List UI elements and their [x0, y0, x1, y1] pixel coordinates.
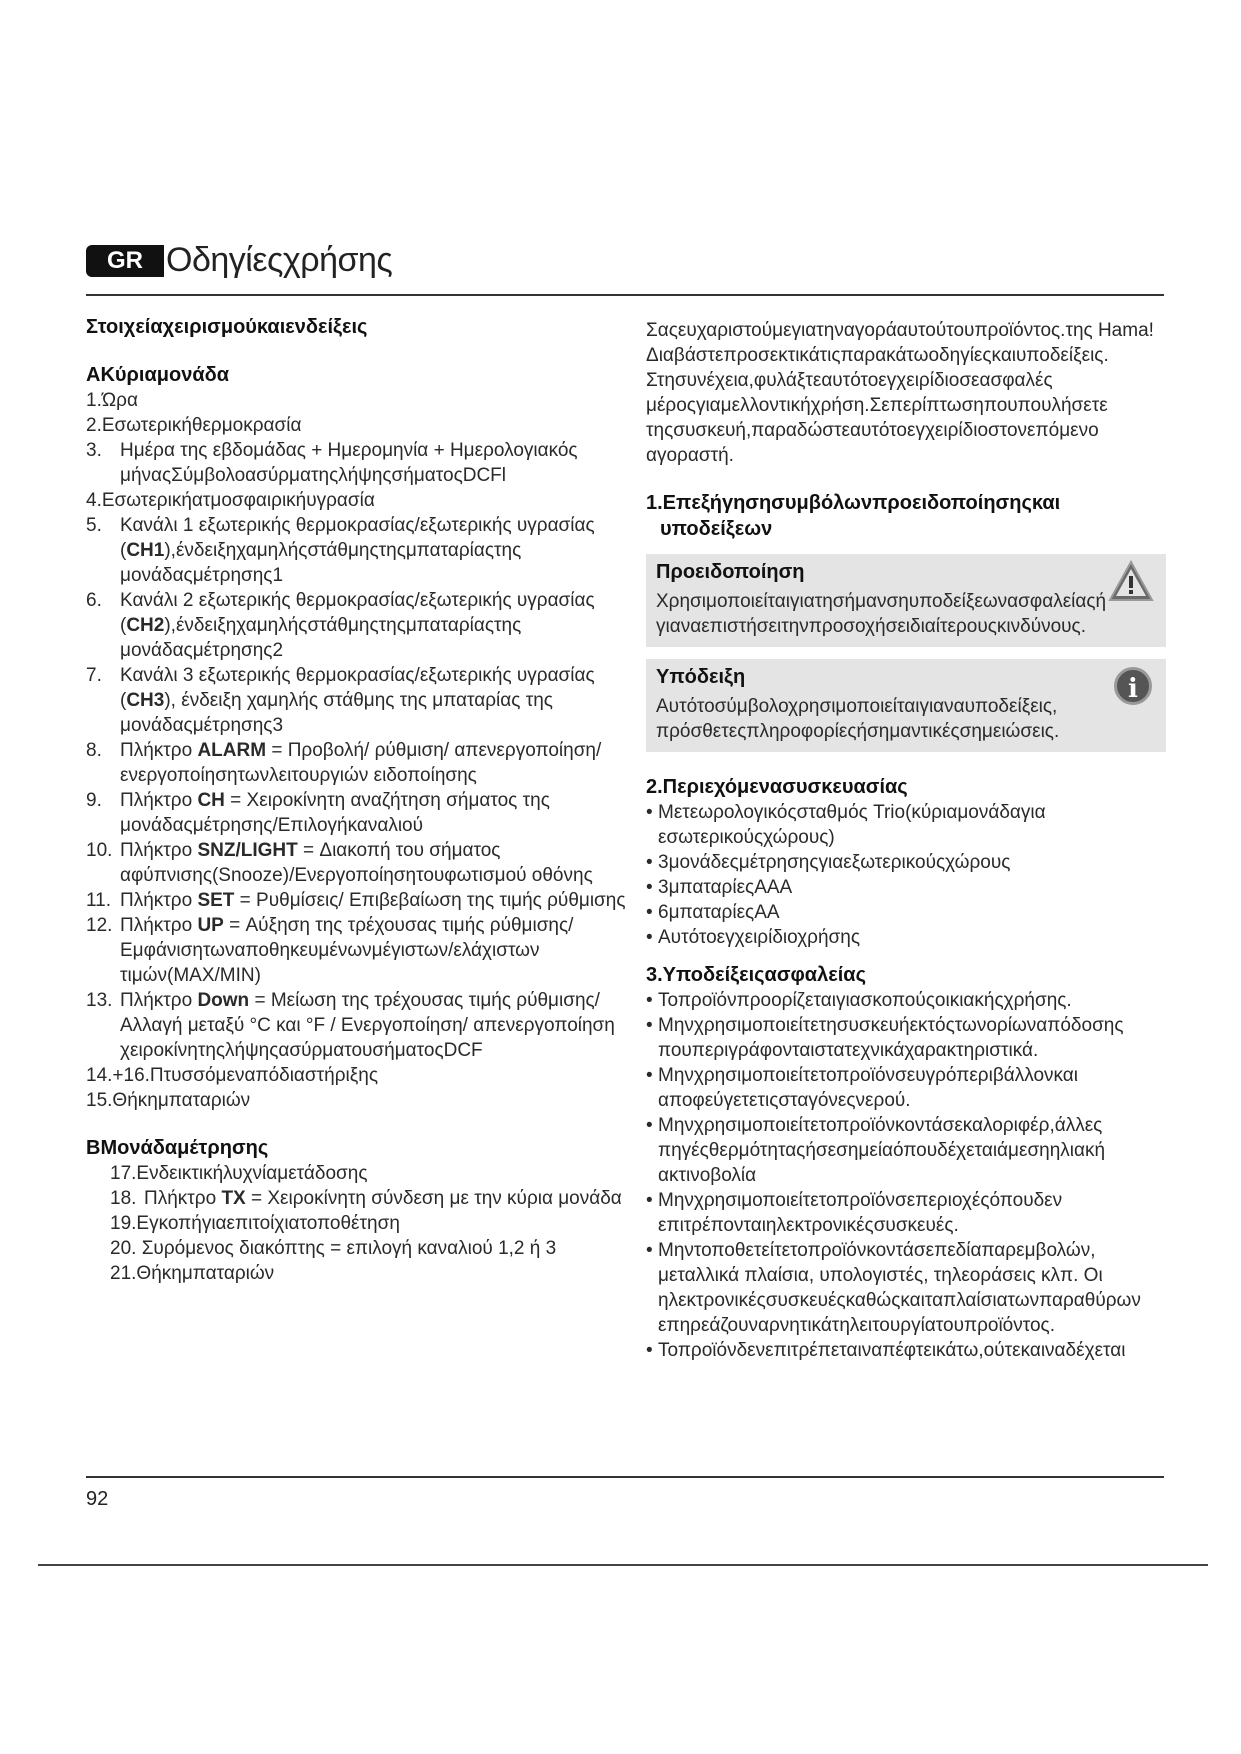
- item-text-pre: Πλήκτρο: [120, 840, 198, 861]
- item-number: 3.: [86, 440, 102, 461]
- list-item: [86, 988, 626, 1063]
- bullet-text: Τοπροϊόνδενεπιτρέπεταιναπέφτεικάτω,ούτεκαιναδέχεται: [658, 1340, 1126, 1361]
- key-label: CH1: [126, 540, 165, 561]
- bullet-item: [646, 1338, 1166, 1363]
- item-text-post: = Προβολή/ ρύθμιση/ απενεργοποίηση/ενεργοποίησητωνλειτουργιών ειδοποίησης: [120, 740, 602, 786]
- list-item: [86, 788, 626, 838]
- note-box: [646, 659, 1166, 752]
- bullet-item: [646, 1013, 1166, 1063]
- bullet-item: [646, 850, 1166, 875]
- bullet-item: [646, 1113, 1166, 1188]
- list-item: [86, 838, 626, 888]
- item-text-post: = Χειροκίνητη αναζήτηση σήματος της μονάδαςμέτρησης/Επιλογήκαναλιού: [120, 790, 550, 836]
- bullet-icon: •: [646, 852, 653, 873]
- item-text-post: = Μείωση της τρέχουσας τιμής ρύθμισης/ Αλλαγή μεταξύ °C και °F / Ενεργοποίηση/ απενεργοποίηση χειροκίνητηςλήψηςασύρματουσήματοςDCF: [120, 990, 615, 1061]
- key-label: Down: [197, 990, 250, 1011]
- item-text-pre: Κανάλι 1 εξωτερικής θερμοκρασίας/εξωτερικής υγρασίας (: [120, 515, 595, 561]
- list-item: [86, 888, 626, 913]
- item-number: 9.: [86, 790, 102, 811]
- item-number: 13.: [86, 990, 113, 1011]
- key-label: SNZ/LIGHT: [197, 840, 298, 861]
- item-text-post: ),ένδειξηχαμηλήςστάθμηςτηςμπαταρίαςτης μονάδαςμέτρησης1: [120, 540, 522, 586]
- item-text-pre: Πλήκτρο: [120, 990, 198, 1011]
- bullet-icon: •: [646, 1340, 653, 1361]
- list-item: [86, 1063, 626, 1088]
- bullet-icon: •: [646, 802, 653, 823]
- page-title: Οδηγίεςχρήσης: [166, 241, 393, 279]
- bullet-item: [646, 925, 1166, 950]
- item-text: 20. Συρόμενος διακόπτης = επιλογή καναλιού 1,2 ή 3: [110, 1238, 557, 1259]
- bullet-text: Μηνχρησιμοποιείτετοπροϊόνκοντάσεκαλοριφέρ,άλλες πηγέςθερμότηταςήσεσημείαόπουδέχεταιάμεσηηλιακή ακτινοβολία: [658, 1115, 1106, 1186]
- warning-title: Προειδοποίηση: [656, 561, 805, 583]
- footer-divider: [86, 1476, 1164, 1478]
- warning-text: Χρησιμοποιείταιγιατησήμανσηυποδείξεωνασφαλείαςή γιαναεπιστήσειτηνπροσοχήσειδιαίτερουςκινδύνους.: [656, 591, 1107, 637]
- safety-list: [646, 988, 1166, 1363]
- item-number: 18.: [110, 1188, 137, 1209]
- key-label: CH3: [126, 690, 165, 711]
- item-text: [120, 988, 626, 1063]
- item-text-pre: Πλήκτρο: [120, 740, 198, 761]
- bullet-icon: •: [646, 877, 653, 898]
- list-item: [86, 1211, 626, 1236]
- item-text-post: = Διακοπή του σήματος αφύπνισης(Snooze)/Ενεργοποίησητουφωτισμού οθόνης: [120, 840, 593, 886]
- list-item: [86, 438, 626, 488]
- item-text: 4.Εσωτερικήατμοσφαιρικήυγρασία: [86, 490, 375, 511]
- unit-b-list: [86, 1161, 626, 1286]
- list-item: [86, 1186, 626, 1211]
- info-icon: i: [1114, 667, 1152, 705]
- item-text-post: ), ένδειξη χαμηλής στάθμης της μπαταρίας της μονάδαςμέτρησης3: [120, 690, 553, 736]
- controls-section-title: Στοιχείαχειρισμούκαιενδείξεις: [86, 316, 368, 338]
- bullet-icon: •: [646, 990, 653, 1011]
- item-number: 12.: [86, 915, 113, 936]
- item-text: [120, 888, 626, 913]
- item-text-pre: Κανάλι 2 εξωτερικής θερμοκρασίας/εξωτερικής υγρασίας (: [120, 590, 595, 636]
- symbols-section-title: 1.Επεξήγησησυμβόλωνπροειδοποίησηςκαι υποδείξεων: [646, 492, 1061, 540]
- bullet-text: Τοπροϊόνπροορίζεταιγιασκοπούςοικιακήςχρήσης.: [658, 990, 1072, 1011]
- item-text-pre: Πλήκτρο: [144, 1188, 222, 1209]
- item-text: 15.Θήκημπαταριών: [86, 1090, 251, 1111]
- key-label: ALARM: [197, 740, 267, 761]
- key-label: SET: [197, 890, 235, 911]
- bullet-text: Μηνχρησιμοποιείτετοπροϊόνσευγρόπεριβάλλονκαι αποφεύγετετιςσταγόνεςνερού.: [658, 1065, 1079, 1111]
- item-text: [120, 513, 626, 588]
- list-item: [86, 738, 626, 788]
- bullet-item: [646, 900, 1166, 925]
- warning-triangle-icon: [1108, 560, 1154, 602]
- item-text: 14.+16.Πτυσσόμεναπόδιαστήριξης: [86, 1065, 378, 1086]
- page-header: [86, 243, 1164, 285]
- item-text: [120, 663, 626, 738]
- list-item: [86, 1261, 626, 1286]
- bullet-text: 3μονάδεςμέτρησηςγιαεξωτερικούςχώρους: [658, 852, 1011, 873]
- key-label: UP: [197, 915, 224, 936]
- warning-box: [646, 554, 1166, 647]
- item-number: 8.: [86, 740, 102, 761]
- bullet-text: Μηντοποθετείτετοπροϊόνκοντάσεπεδίαπαρεμβολών, μεταλλικά πλαίσια, υπολογιστές, τηλεοράσεις κλπ. Οι ηλεκτρονικέςσυσκευέςκαθώςκαιταπλαίσιατωνπαραθύρων επηρεάζουναρνητικάτηλειτουργίατουπροϊόντος.: [658, 1240, 1141, 1336]
- list-item: [86, 1236, 626, 1261]
- bullet-icon: •: [646, 1190, 653, 1211]
- safety-section-title: 3.Υποδείξειςασφαλείας: [646, 964, 866, 986]
- bullet-icon: •: [646, 1065, 653, 1086]
- bullet-icon: •: [646, 1015, 653, 1036]
- unit-a-title: ΑΚύριαμονάδα: [86, 364, 230, 386]
- bullet-item: [646, 875, 1166, 900]
- package-section-title: 2.Περιεχόμενασυσκευασίας: [646, 776, 908, 798]
- bullet-text: Μηνχρησιμοποιείτετησυσκευήεκτόςτωνορίωναπόδοσης πουπεριγράφονταιστατεχνικάχαρακτηριστικά.: [658, 1015, 1124, 1061]
- item-number: 6.: [86, 590, 102, 611]
- list-item: [86, 488, 626, 513]
- list-item: [86, 388, 626, 413]
- unit-b-title: ΒΜονάδαμέτρησης: [86, 1137, 269, 1159]
- language-badge: GR: [86, 245, 164, 277]
- item-text-pre: Πλήκτρο: [120, 890, 198, 911]
- item-text: 19.Εγκοπήγιαεπιτοίχιατοποθέτηση: [110, 1213, 400, 1234]
- list-item: [86, 1088, 626, 1113]
- item-number: 10.: [86, 840, 113, 861]
- item-text-post: = Χειροκίνητη σύνδεση με την κύρια μονάδα: [245, 1188, 622, 1209]
- item-text: 17.Ενδεικτικήλυχνίαμετάδοσης: [110, 1163, 368, 1184]
- bullet-icon: •: [646, 927, 653, 948]
- note-title: Υπόδειξη: [656, 666, 746, 688]
- bullet-text: Μηνχρησιμοποιείτετοπροϊόνσεπεριοχέςόπουδεν επιτρέπονταιηλεκτρονικέςσυσκευές.: [658, 1190, 1063, 1236]
- item-text: 2.Εσωτερικήθερμοκρασία: [86, 415, 302, 436]
- item-text: [144, 1186, 622, 1211]
- left-column: [86, 314, 626, 1286]
- bullet-text: Αυτότοεγχειρίδιοχρήσης: [658, 927, 860, 948]
- item-text-post: = Ρυθμίσεις/ Επιβεβαίωση της τιμής ρύθμισης: [234, 890, 626, 911]
- key-label: TX: [221, 1188, 246, 1209]
- intro-thanks: Σαςευχαριστούμεγιατηναγοράαυτούτουπροϊόντος.της Hama!: [646, 320, 1154, 341]
- bullet-text: 3μπαταρίεςAAA: [658, 877, 793, 898]
- key-label: CH: [197, 790, 225, 811]
- item-text-pre: Πλήκτρο: [120, 790, 198, 811]
- item-number: 11.: [86, 890, 112, 911]
- list-item: [86, 913, 626, 988]
- item-number: 7.: [86, 665, 102, 686]
- item-number: 5.: [86, 515, 102, 536]
- item-text: [120, 738, 626, 788]
- note-text: Αυτότοσύμβολοχρησιμοποιείταιγιαναυποδείξεις, πρόσθετεςπληροφορίεςήσημαντικέςσημειώσεις.: [656, 696, 1060, 742]
- list-item: [86, 513, 626, 588]
- item-text-post: = Αύξηση της τρέχουσας τιμής ρύθμισης/ Εμφάνισητωναποθηκευμένωνμέγιστων/ελάχιστων τιμών(MAX/MIN): [120, 915, 574, 986]
- item-text: Ημέρα της εβδομάδας + Ημερομηνία + Ημερολογιακός μήναςΣύμβολοασύρματηςλήψηςσήματοςDCFl: [120, 440, 578, 486]
- bullet-item: [646, 1188, 1166, 1238]
- list-item: [86, 588, 626, 663]
- bullet-icon: •: [646, 1240, 653, 1261]
- bullet-item: [646, 1063, 1166, 1113]
- bullet-item: [646, 1238, 1166, 1338]
- bullet-icon: •: [646, 1115, 653, 1136]
- bullet-icon: •: [646, 902, 653, 923]
- intro-instructions: Διαβάστεπροσεκτικάτιςπαρακάτωοδηγίεςκαιυποδείξεις. Στησυνέχεια,φυλάξτεαυτότοεγχειρίδιοσεασφαλές μέροςγιαμελλοντικήχρήση.Σεπερίπτωσηπουπουλήσετε τηςσυσκευή,παραδώστεαυτότοεγχειρίδιοστονεπόμενο αγοραστή.: [646, 345, 1109, 466]
- bullet-text: Μετεωρολογικόςσταθμός Trio(κύριαμονάδαγια εσωτερικούςχώρους): [658, 802, 1046, 848]
- right-column: [646, 318, 1166, 1363]
- item-text: [120, 788, 626, 838]
- unit-a-list: [86, 388, 626, 1113]
- item-text-post: ),ένδειξηχαμηλήςστάθμηςτηςμπαταρίαςτης μονάδαςμέτρησης2: [120, 615, 522, 661]
- key-label: CH2: [126, 615, 165, 636]
- package-list: [646, 800, 1166, 950]
- item-text: [120, 838, 626, 888]
- bullet-item: [646, 800, 1166, 850]
- item-text: [120, 913, 626, 988]
- list-item: [86, 1161, 626, 1186]
- bullet-item: [646, 988, 1166, 1013]
- item-text-pre: Κανάλι 3 εξωτερικής θερμοκρασίας/εξωτερικής υγρασίας (: [120, 665, 595, 711]
- item-text-pre: Πλήκτρο: [120, 915, 198, 936]
- page-number: 92: [86, 1488, 109, 1510]
- header-divider: [86, 294, 1164, 296]
- page-edge-line: [38, 1564, 1208, 1566]
- bullet-text: 6μπαταρίεςAA: [658, 902, 780, 923]
- item-text: 1.Ώρα: [86, 390, 138, 411]
- item-text: [120, 588, 626, 663]
- list-item: [86, 413, 626, 438]
- list-item: [86, 663, 626, 738]
- item-text: 21.Θήκημπαταριών: [110, 1263, 275, 1284]
